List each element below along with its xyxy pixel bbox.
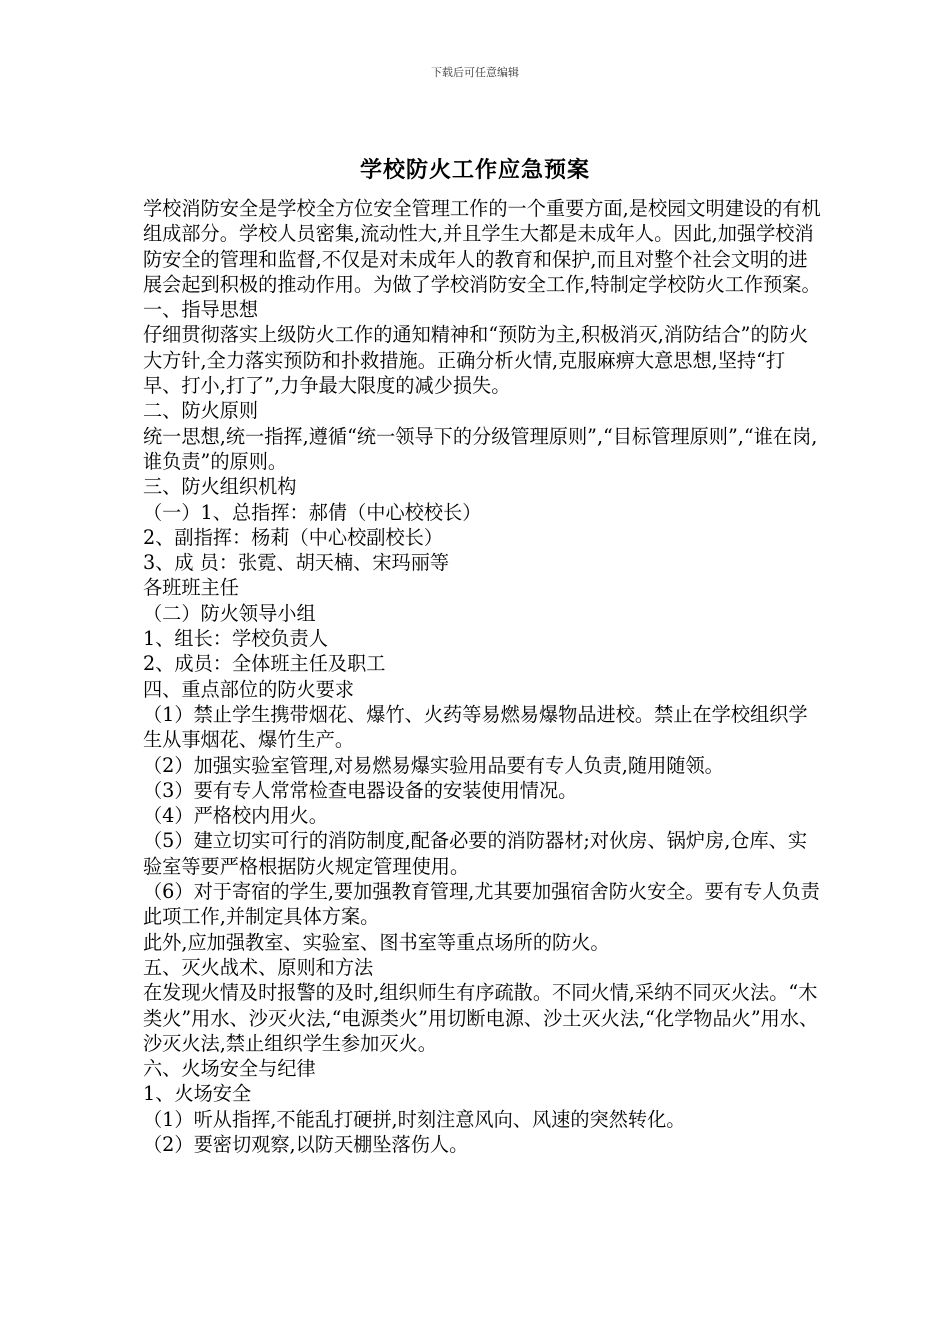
section-heading-principles: 二、防火原则 bbox=[143, 399, 259, 423]
organization-line: 2、副指挥：杨莉（中心校副校长） bbox=[143, 525, 444, 549]
section-heading-safety-discipline: 六、火场安全与纪律 bbox=[143, 1057, 316, 1081]
intro-paragraph: 学校消防安全是学校全方位安全管理工作的一个重要方面,是校园文明建设的有机组成部分。学校人员密集,流动性大,并且学生大都是未成年人。因此,加强学校消防安全的管理和监督,不仅是对未成年人的教育和保护,而且对整个社会文明的进展会起到积极的推动作用。为做了学校消防安全工作,特制定学校防火工作预案。 bbox=[143, 197, 821, 296]
organization-line: （二）防火领导小组 bbox=[143, 601, 316, 625]
organization-line: 2、成员：全体班主任及职工 bbox=[143, 652, 386, 676]
requirement-item: （6）对于寄宿的学生,要加强教育管理,尤其要加强宿舍防火安全。要有专人负责此项工作,并制定具体方案。 bbox=[143, 880, 820, 929]
requirement-item: （5）建立切实可行的消防制度,配备必要的消防器材;对伙房、锅炉房,仓库、实验室等要严格根据防火规定管理使用。 bbox=[143, 829, 808, 878]
requirement-note: 此外,应加强教室、实验室、图书室等重点场所的防火。 bbox=[143, 930, 610, 954]
section-heading-key-areas: 四、重点部位的防火要求 bbox=[143, 677, 355, 701]
section-heading-organization: 三、防火组织机构 bbox=[143, 475, 297, 499]
page-header-note: 下载后可任意编辑 bbox=[431, 66, 519, 79]
organization-line: 各班班主任 bbox=[143, 576, 239, 600]
firefighting-paragraph: 在发现火情及时报警的及时,组织师生有序疏散。不同火情,采纳不同灭火法。“木类火”用水、沙灭火法,“电源类火”用切断电源、沙土灭火法,“化学物品火”用水、沙灭火法,禁止组织学生参加灭火。 bbox=[143, 981, 819, 1055]
guiding-thought-paragraph: 仔细贯彻落实上级防火工作的通知精神和“预防为主,积极消灭,消防结合”的防火大方针,全力落实预防和扑救措施。正确分析火情,克服麻痹大意思想,坚持“打早、打小,打了”,力争最大限度的减少损失。 bbox=[143, 323, 809, 398]
subsection-heading-fire-safety: 1、火场安全 bbox=[143, 1082, 252, 1106]
document-title: 学校防火工作应急预案 bbox=[359, 157, 590, 183]
safety-item: （2）要密切观察,以防天棚坠落伤人。 bbox=[143, 1132, 469, 1156]
safety-item: （1）听从指挥,不能乱打硬拼,时刻注意风向、风速的突然转化。 bbox=[143, 1107, 686, 1131]
principles-paragraph: 统一思想,统一指挥,遵循“统一领导下的分级管理原则”,“目标管理原则”,“谁在岗,谁负责”的原则。 bbox=[143, 424, 818, 473]
organization-line: 3、成 员：张霓、胡天楠、宋玛丽等 bbox=[143, 551, 450, 575]
requirement-item: （2）加强实验室管理,对易燃易爆实验用品要有专人负责,随用随领。 bbox=[143, 753, 724, 777]
organization-line: （一）1、总指挥：郝倩（中心校校长） bbox=[143, 500, 482, 524]
requirement-item: （4）严格校内用火。 bbox=[143, 804, 328, 828]
requirement-item: （3）要有专人常常检查电器设备的安装使用情况。 bbox=[143, 778, 578, 802]
organization-line: 1、组长：学校负责人 bbox=[143, 627, 328, 651]
document-body bbox=[143, 196, 823, 1157]
section-heading-firefighting: 五、灭火战术、原则和方法 bbox=[143, 955, 374, 979]
requirement-item: （1）禁止学生携带烟花、爆竹、火药等易燃易爆物品进校。禁止在学校组织学生从事烟花、爆竹生产。 bbox=[143, 702, 808, 752]
section-heading-guiding-thought: 一、指导思想 bbox=[143, 298, 259, 322]
